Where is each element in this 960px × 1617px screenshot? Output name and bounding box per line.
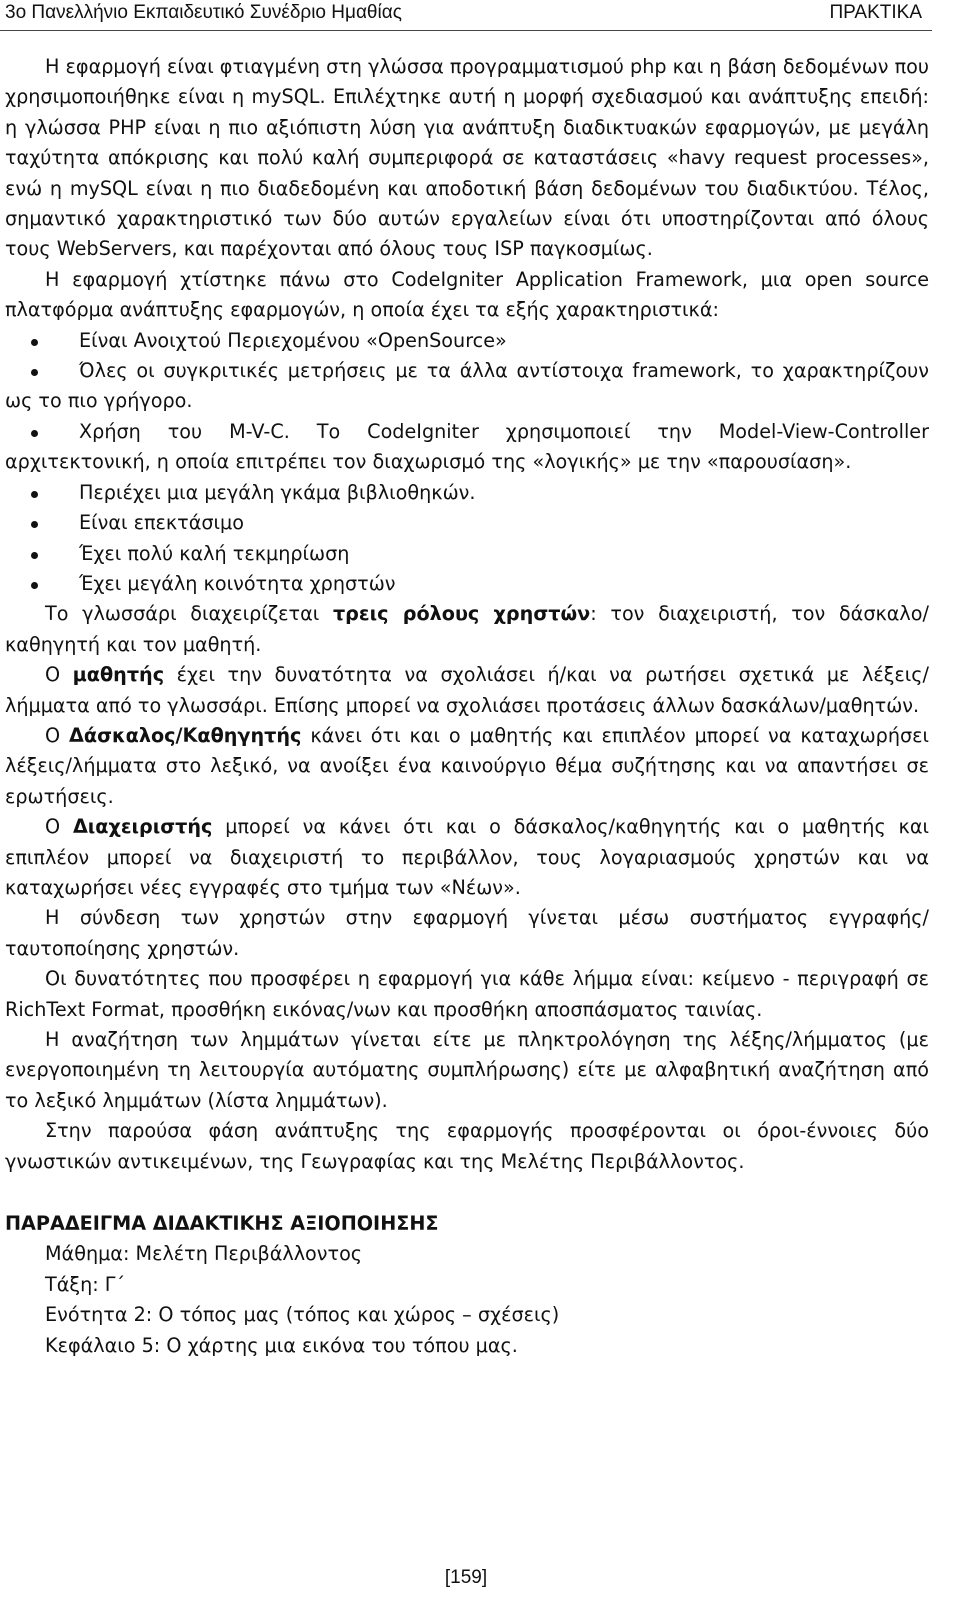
paragraph-teacher: Ο Δάσκαλος/Καθηγητής κάνει ότι και ο μαθητής και επιπλέον μπορεί να καταχωρήσει λέξεις/λήμματα στο λεξικό, να ανοίξει ένα καινούργιο θέμα συζήτησης και να απαντήσει σε ερωτήσεις. [5, 723, 930, 808]
paragraph-current-phase: Στην παρούσα φάση ανάπτυξης της εφαρμογής προσφέρονται οι όροι-έννοιες δύο γνωστικών αντικειμένων, της Γεωγραφίας και της Μελέτης Περιβάλλοντος. [5, 1119, 929, 1173]
section-heading: ΠΑΡΑΔΕΙΓΜΑ ΔΙΔΑΚΤΙΚΗΣ ΑΞΙΟΠΟΙΗΣΗΣ [5, 1212, 439, 1236]
conference-title: 3ο Πανελλήνιο Εκπαιδευτικό Συνέδριο Ημαθίας [5, 2, 402, 23]
list-item: Έχει μεγάλη κοινότητα χρηστών [5, 569, 929, 599]
list-item: Χρήση του M-V-C. Το CodeIgniter χρησιμοποιεί την Model-View-Controller αρχιτεκτονική, η οποία επιτρέπει τον διαχωρισμό της «λογικής» με την «παρουσίαση». [5, 419, 929, 474]
bullet-icon [31, 339, 38, 346]
paragraph-user-roles: Το γλωσσάρι διαχειρίζεται τρεις ρόλους χρηστών: τον διαχειριστή, τον δάσκαλο/καθηγητή και τον μαθητή. [5, 602, 929, 656]
emphasis: Διαχειριστής [72, 815, 213, 839]
paragraph-search: Η αναζήτηση των λημμάτων γίνεται είτε με πληκτρολόγηση της λέξης/λήμματος (με ενεργοποιημένη τη λειτουργία αυτόματης συμπλήρωσης) είτε με αλφαβητική αναζήτηση από το λεξικό λημμάτων (λίστα λημμάτων). [5, 1028, 929, 1112]
page-number: [159] [444, 1567, 488, 1588]
list-item: Έχει πολύ καλή τεκμηρίωση [5, 539, 929, 569]
list-item: Όλες οι συγκριτικές μετρήσεις με τα άλλα αντίστοιχα framework, το χαρακτηρίζουν ως το πιο γρήγορο. [5, 359, 929, 413]
list-item: Είναι επεκτάσιμο [5, 508, 929, 538]
list-item: Είναι Ανοιχτού Περιεχομένου «OpenSource» [5, 326, 929, 356]
example-chapter: Κεφάλαιο 5: Ο χάρτης μια εικόνα του τόπου μας. [45, 1333, 518, 1357]
section-label: ΠΡΑΚΤΙΚΑ [829, 2, 922, 23]
paragraph-entry-features: Οι δυνατότητες που προσφέρει η εφαρμογή για κάθε λήμμα είναι: κείμενο - περιγραφή σε RichText Format, προσθήκη εικόνας/νων και προσθήκη αποσπάσματος ταινίας. [5, 967, 929, 1021]
teaching-example [5, 1209, 929, 1361]
emphasis: τρεις ρόλους χρηστών [332, 602, 591, 626]
paragraph-admin: Ο Διαχειριστής μπορεί να κάνει ότι και ο δάσκαλος/καθηγητής και ο μαθητής και επιπλέον μπορεί να διαχειριστή το περιβάλλον, τους λογαριασμούς χρηστών και να καταχωρήσει νέες εγγραφές στο τμήμα των «Νέων». [5, 815, 929, 899]
emphasis: Δάσκαλος/Καθηγητής [69, 723, 302, 747]
bullet-icon [31, 491, 38, 498]
example-grade: Τάξη: Γ΄ [45, 1272, 126, 1296]
paragraph-framework: Η εφαρμογή χτίστηκε πάνω στο CodeIgniter Application Framework, μια open source πλατφόρμα ανάπτυξης εφαρμογών, η οποία έχει τα εξής χαρακτηριστικά: [5, 267, 929, 322]
emphasis: μαθητής [72, 663, 165, 687]
list-item: Περιέχει μια μεγάλη γκάμα βιβλιοθηκών. [5, 478, 929, 508]
bullet-icon [31, 552, 38, 559]
bullet-icon [31, 430, 38, 437]
page-header [0, 0, 932, 31]
paragraph-student: Ο μαθητής έχει την δυνατότητα να σχολιάσει ή/και να ρωτήσει σχετικά με λέξεις/λήμματα από το γλωσσάρι. Επίσης μπορεί να σχολιάσει προτάσεις άλλων δασκάλων/μαθητών. [5, 663, 929, 717]
bullet-icon [31, 582, 38, 589]
body-text [5, 52, 929, 1361]
bullet-icon [31, 521, 38, 528]
paragraph-technology: Η εφαρμογή είναι φτιαγμένη στη γλώσσα προγραμματισμού php και η βάση δεδομένων που χρησιμοποιήθηκε είναι η mySQL. Επιλέχτηκε αυτή η μορφή σχεδιασμού και ανάπτυξης επειδή: η γλώσσα PHP είναι η πιο αξιόπιστη λύση για ανάπτυξη διαδικτυακών εφαρμογών, με μεγάλη ταχύτητα απόκρισης και πολύ καλή συμπεριφορά σε καταστάσεις «havy request processes», ενώ η mySQL είναι η πιο διαδεδομένη και αποδοτική βάση δεδομένων του διαδικτύου. Τέλος, σημαντικό χαρακτηριστικό των δύο αυτών εργαλείων είναι ότι υποστηρίζονται από όλους τους WebServers, και παρέχονται από όλους τους ISP παγκοσμίως. [5, 55, 929, 261]
bullet-icon [31, 369, 38, 376]
example-subject: Μάθημα: Μελέτη Περιβάλλοντος [45, 1242, 363, 1266]
paragraph-login: Η σύνδεση των χρηστών στην εφαρμογή γίνεται μέσω συστήματος εγγραφής/ταυτοποίησης χρηστών. [5, 906, 929, 960]
feature-list [5, 326, 929, 600]
example-unit: Ενότητα 2: Ο τόπος μας (τόπος και χώρος – σχέσεις) [45, 1303, 560, 1327]
